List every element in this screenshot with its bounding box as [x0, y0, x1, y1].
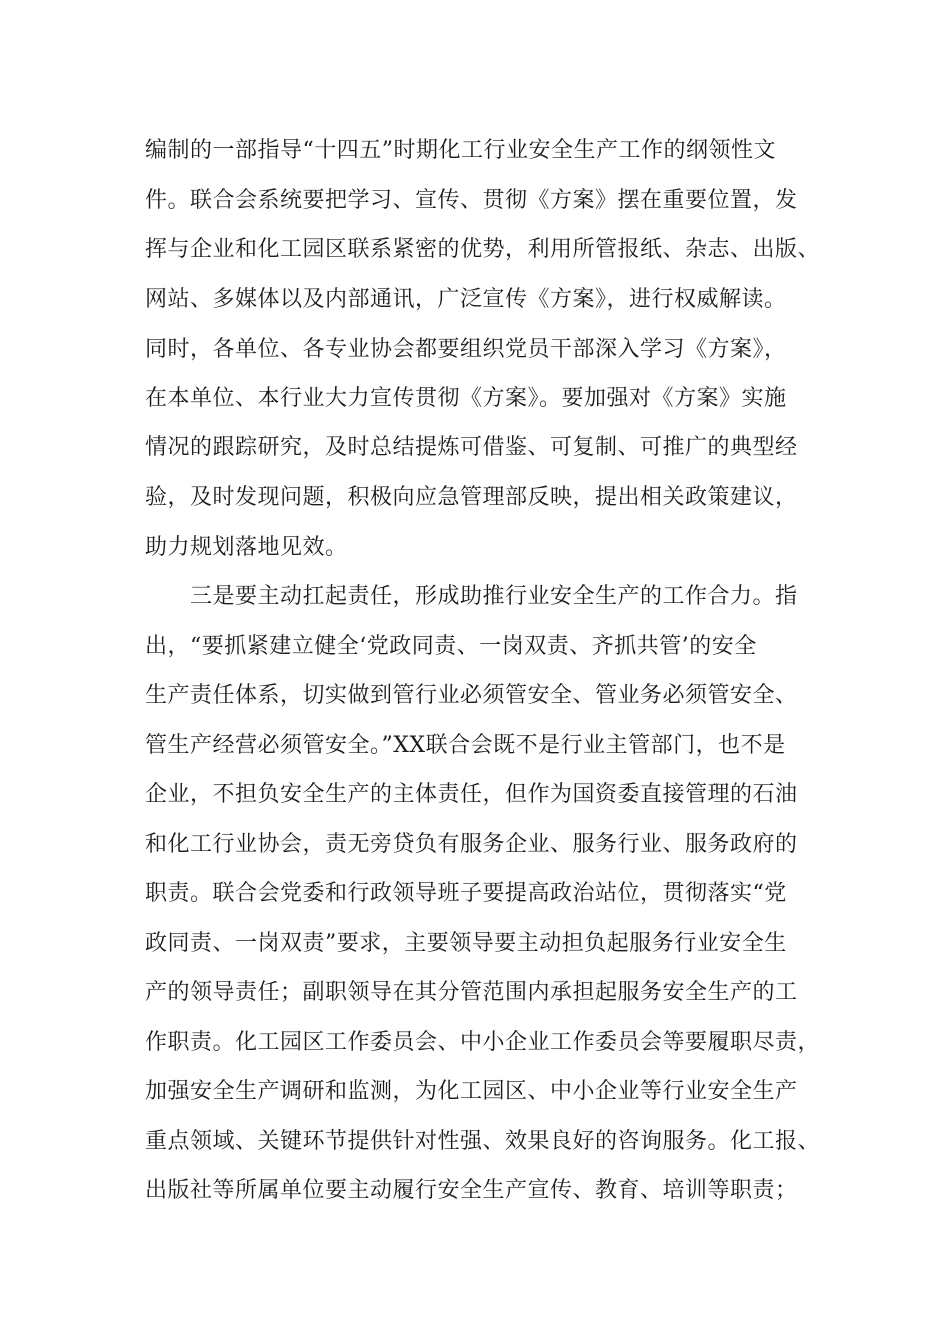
paragraph-start-line: 三是要主动扛起责任，形成助推行业安全生产的工作合力。指	[190, 584, 798, 609]
text-line-9: 助力规划落地见效。	[145, 535, 348, 560]
text-line-3: 挥与企业和化工园区联系紧密的优势，利用所管报纸、杂志、出版、	[145, 237, 821, 262]
text-line-19: 作职责。化工园区工作委员会、中小企业工作委员会等要履职尽责，	[145, 1030, 821, 1055]
text-line-15: 和化工行业协会，责无旁贷负有服务企业、服务行业、服务政府的	[145, 832, 798, 857]
text-line-13: 管生产经营必须管安全。”XX联合会既不是行业主管部门，也不是	[145, 733, 786, 758]
text-line-4: 网站、多媒体以及内部通讯，广泛宣传《方案》，进行权威解读。	[145, 287, 787, 312]
text-line-16: 职责。联合会党委和行政领导班子要提高政治站位，贯彻落实“党	[145, 881, 787, 906]
text-line-8: 验，及时发现问题，积极向应急管理部反映，提出相关政策建议，	[145, 485, 798, 510]
text-line-1: 编制的一部指导“十四五”时期化工行业安全生产工作的纲领性文	[145, 138, 776, 163]
text-line-11: 出，“要抓紧建立健全‘党政同责、一岗双责、齐抓共管’的安全	[145, 634, 757, 659]
text-line-22: 出版社等所属单位要主动履行安全生产宣传、教育、培训等职责；	[145, 1178, 798, 1203]
text-line-20: 加强安全生产调研和监测，为化工园区、中小企业等行业安全生产	[145, 1079, 798, 1104]
text-line-14: 企业，不担负安全生产的主体责任，但作为国资委直接管理的石油	[145, 782, 798, 807]
text-line-5: 同时，各单位、各专业协会都要组织党员干部深入学习《方案》，	[145, 337, 787, 362]
text-line-18: 产的领导责任；副职领导在其分管范围内承担起服务安全生产的工	[145, 980, 798, 1005]
text-line-6: 在本单位、本行业大力宣传贯彻《方案》。要加强对《方案》实施	[145, 386, 787, 411]
text-line-2: 件。联合会系统要把学习、宣传、贯彻《方案》摆在重要位置，发	[145, 188, 798, 213]
text-line-12: 生产责任体系，切实做到管行业必须管安全、管业务必须管安全、	[145, 683, 798, 708]
text-line-7: 情况的跟踪研究，及时总结提炼可借鉴、可复制、可推广的典型经	[145, 435, 798, 460]
text-line-21: 重点领域、关键环节提供针对性强、效果良好的咨询服务。化工报、	[145, 1129, 821, 1154]
text-line-17: 政同责、一岗双责”要求，主要领导要主动担负起服务行业安全生	[145, 931, 787, 956]
